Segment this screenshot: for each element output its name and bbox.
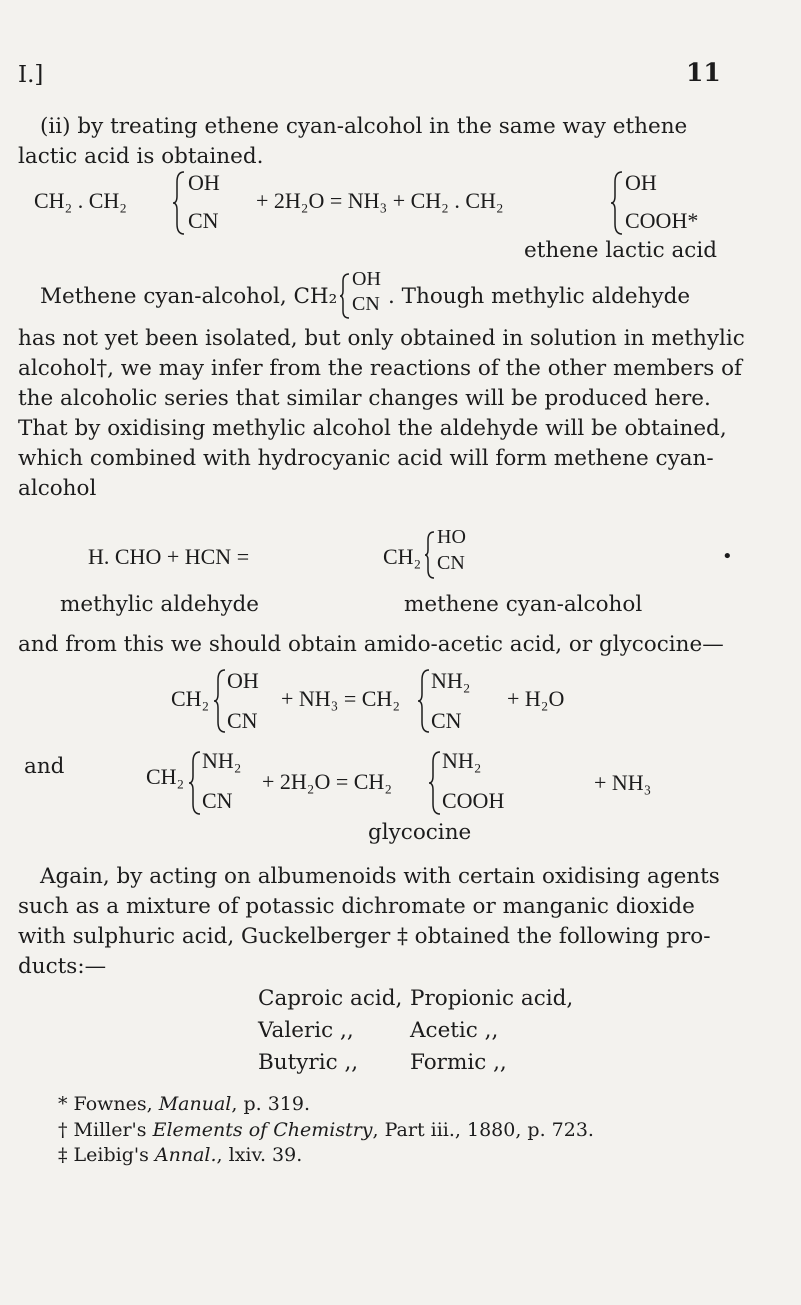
product-right-1: Propionic acid, <box>410 986 574 1011</box>
eq1-middle: + 2H₂O = NH₃ + CH₂ . CH₂ <box>256 188 504 213</box>
product-left-1: Caproic acid, <box>258 986 403 1011</box>
para-ii-line2: lactic acid is obtained. <box>18 144 264 169</box>
footnote-2: † Miller's Elements of Chemistry, Part iii., 1880, p. 723. <box>58 1119 594 1141</box>
eq1-left-brace <box>172 170 186 236</box>
eq2-brace <box>424 530 436 580</box>
glycocine-line1: and from this we should obtain amido-acetic acid, or glycocine— <box>18 632 724 657</box>
eq1-brace-top: OH <box>188 170 220 195</box>
eq4-and: and <box>24 754 65 779</box>
page-number: 11 <box>686 58 721 87</box>
eq3-lhs: CH₂ <box>171 686 210 711</box>
footnote-3: ‡ Leibig's Annal., lxiv. 39. <box>58 1144 303 1166</box>
eq2-caption-right: methene cyan-alcohol <box>404 592 643 617</box>
eq1-brace-bottom: CN <box>188 208 219 233</box>
methene-line6: which combined with hydrocyanic acid will form methene cyan- <box>18 446 714 471</box>
eq1-lhs: CH₂ . CH₂ <box>34 188 127 213</box>
eq4-brace1 <box>188 750 202 816</box>
methene-line2: has not yet been isolated, but only obtained in solution in methylic <box>18 326 745 351</box>
eq4-brace1-bottom: CN <box>202 788 233 813</box>
eq3-brace1-bottom: CN <box>227 708 258 733</box>
eq2-lhs: H. CHO + HCN = <box>88 544 250 569</box>
eq2-rhs: CH₂ <box>383 544 422 569</box>
methene-brace-top: OH <box>352 268 381 290</box>
eq3-brace1-top: OH <box>227 668 259 693</box>
eq1-right-brace <box>610 170 624 236</box>
eq2-brace-bottom: CN <box>437 552 465 574</box>
again-line3: with sulphuric acid, Guckelberger ‡ obtained the following pro- <box>18 924 711 949</box>
eq3-tail: + H₂O <box>507 686 565 711</box>
eq4-caption: glycocine <box>368 820 472 845</box>
eq4-lhs: CH₂ <box>146 764 185 789</box>
methene-line3: alcohol†, we may infer from the reactions of the other members of <box>18 356 742 381</box>
eq1-caption: ethene lactic acid <box>524 238 717 263</box>
eq2-brace-top: HO <box>437 526 466 548</box>
product-right-3: Formic ,, <box>410 1050 507 1075</box>
eq3-brace1 <box>213 668 227 734</box>
again-line1: Again, by acting on albumenoids with certain oxidising agents <box>40 864 720 889</box>
eq4-tail: + NH₃ <box>594 770 652 795</box>
methene-line4: the alcoholic series that similar changes will be produced here. <box>18 386 711 411</box>
eq4-brace2-bottom: COOH <box>442 788 505 813</box>
eq4-middle: + 2H₂O = CH₂ <box>262 769 392 794</box>
eq3-middle: + NH₃ = CH₂ <box>281 686 400 711</box>
eq3-brace2-bottom: CN <box>431 708 462 733</box>
methene-line7: alcohol <box>18 476 97 501</box>
again-line4: ducts:— <box>18 954 107 979</box>
product-right-2: Acetic ,, <box>410 1018 499 1043</box>
eq4-brace1-top: NH₂ <box>202 748 242 773</box>
product-left-2: Valeric ,, <box>258 1018 354 1043</box>
eq3-brace2-top: NH₂ <box>431 668 471 693</box>
eq4-brace2-top: NH₂ <box>442 748 482 773</box>
para-ii-line1: (ii) by treating ethene cyan-alcohol in the same way ethene <box>40 114 688 139</box>
eq2-caption-left: methylic aldehyde <box>60 592 260 617</box>
methene-brace-bottom: CN <box>352 293 380 315</box>
methene-suffix: . Though methylic aldehyde <box>388 284 691 309</box>
footnote-1: * Fownes, Manual, p. 319. <box>58 1093 311 1115</box>
eq3-brace2 <box>417 668 431 734</box>
again-line2: such as a mixture of potassic dichromate or manganic dioxide <box>18 894 695 919</box>
eq4-brace2 <box>428 750 442 816</box>
chapter-marker: I.] <box>18 62 44 88</box>
methene-brace <box>339 272 351 320</box>
methene-line5: That by oxidising methylic alcohol the aldehyde will be obtained, <box>18 416 727 441</box>
methene-prefix: Methene cyan-alcohol, CH₂ <box>40 284 338 309</box>
margin-dot: • <box>722 546 733 567</box>
product-left-3: Butyric ,, <box>258 1050 359 1075</box>
eq1-rhs-top: OH <box>625 170 657 195</box>
eq1-rhs-bottom: COOH* <box>625 208 699 233</box>
